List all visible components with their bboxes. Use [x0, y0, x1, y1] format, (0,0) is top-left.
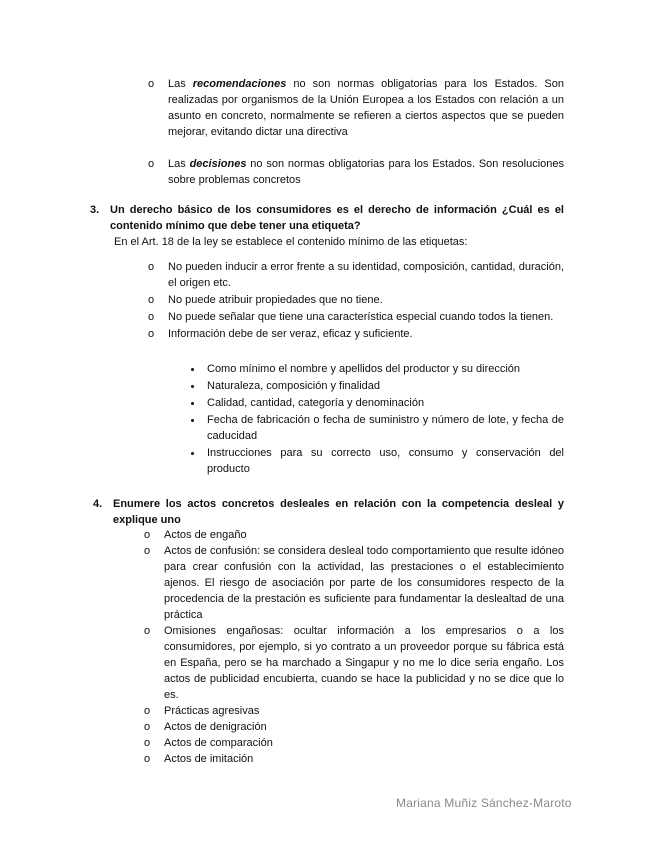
circle-bullet-icon: o — [144, 625, 151, 637]
item-text-post: no son normas obligatorias para los Estados. Son resoluciones sobre problemas concretos — [168, 158, 565, 186]
list-item — [148, 156, 565, 188]
circle-bullet-icon: o — [144, 753, 151, 765]
item-text: Actos de denigración — [164, 721, 267, 733]
list-item — [144, 543, 564, 623]
footer-author: Mariana Muñiz Sánchez-Maroto — [396, 796, 572, 810]
circle-bullet-icon: o — [148, 328, 155, 340]
item-text: Naturaleza, composición y finalidad — [207, 380, 381, 392]
item-text: Actos de confusión: se considera desleal todo comportamiento que resulte idóneo para crear confusión con la actividad, las prestaciones o el establecimiento ajenos. El riesgo de asociación por parte de los consumidores respecto de la procedencia de la prestación es suficiente para fundamentar la deslealtad de una práctica — [164, 545, 564, 621]
sub-list-item — [207, 361, 564, 377]
circle-bullet-icon: o — [144, 705, 151, 717]
item-text-post: no son normas obligatorias para los Estados. Son realizadas por organismos de la Unión Europea a los Estados con relación a un asunto en concreto, normalmente se refieren a ciertos aspectos que se pueden mejorar, evitando dictar una directiva — [168, 78, 564, 138]
square-bullet-icon — [191, 402, 194, 405]
circle-bullet-icon: o — [148, 261, 155, 273]
square-bullet-icon — [191, 419, 194, 422]
question-3 — [90, 202, 564, 234]
list-item — [148, 259, 564, 291]
list-item — [144, 735, 564, 751]
item-text: Actos de engaño — [164, 529, 247, 541]
circle-bullet-icon: o — [144, 737, 151, 749]
question-text: Enumere los actos concretos desleales en relación con la competencia desleal y explique uno — [113, 498, 564, 526]
list-item — [144, 719, 564, 735]
question-4 — [93, 496, 564, 528]
unfair-acts-list — [144, 527, 564, 767]
item-text: Actos de comparación — [164, 737, 273, 749]
label-subitems-list — [207, 361, 564, 477]
list-item — [144, 751, 564, 767]
intro-text: En el Art. 18 de la ley se establece el contenido mínimo de las etiquetas: — [114, 236, 468, 248]
item-text: Como mínimo el nombre y apellidos del productor y su dirección — [207, 363, 521, 375]
list-item — [144, 703, 564, 719]
list-item — [148, 76, 564, 140]
question-text: Un derecho básico de los consumidores es el derecho de información ¿Cuál es el contenido mínimo que debe tener una etiqueta? — [110, 204, 564, 232]
item-text: Prácticas agresivas — [164, 705, 260, 717]
square-bullet-icon — [191, 452, 194, 455]
question-number: 4. — [93, 498, 103, 510]
item-text: Actos de imitación — [164, 753, 254, 765]
circle-bullet-icon: o — [148, 78, 155, 90]
sub-list-item — [207, 412, 564, 444]
item-emphasis: recomendaciones — [192, 78, 287, 90]
question-heading — [90, 202, 564, 234]
sub-list-item — [207, 378, 564, 394]
circle-bullet-icon: o — [148, 158, 155, 170]
circle-bullet-icon: o — [148, 311, 155, 323]
sub-list-item — [207, 395, 564, 411]
item-emphasis: decisiones — [189, 158, 247, 170]
item-text: Calidad, cantidad, categoría y denominación — [207, 397, 425, 409]
list-item — [148, 309, 564, 325]
item-text-pre: Las — [168, 78, 193, 90]
label-content-list — [148, 259, 564, 342]
square-bullet-icon — [191, 368, 194, 371]
sub-list-item — [207, 445, 564, 477]
circle-bullet-icon: o — [144, 545, 151, 557]
item-text: No pueden inducir a error frente a su identidad, composición, cantidad, duración, el origen etc. — [168, 261, 564, 289]
question-number: 3. — [90, 204, 100, 216]
item-text: Instrucciones para su correcto uso, consumo y conservación del producto — [207, 447, 564, 475]
list-item — [148, 326, 564, 342]
item-text: Omisiones engañosas: ocultar información a los empresarios o a los consumidores, por ejemplo, si yo contrato a un proveedor porque su fábrica está en España, pero se ha marchado a Singapur y no me lo dice seria engaño. Los actos de publicidad encubierta, cuando se hace la publicidad y no se dice que lo es. — [164, 625, 564, 701]
circle-bullet-icon: o — [148, 294, 155, 306]
item-text: Información debe de ser veraz, eficaz y suficiente. — [168, 328, 413, 340]
item-text: Fecha de fabricación o fecha de suministro y número de lote, y fecha de caducidad — [207, 414, 564, 442]
list-item — [148, 292, 564, 308]
eu-norms-list — [148, 76, 565, 188]
question-3-intro — [114, 234, 564, 250]
item-text: No puede atribuir propiedades que no tiene. — [168, 294, 383, 306]
question-heading — [93, 496, 564, 528]
list-item — [144, 623, 564, 703]
item-text: No puede señalar que tiene una característica especial cuando todos la tienen. — [168, 311, 554, 323]
list-item — [144, 527, 564, 543]
circle-bullet-icon: o — [144, 721, 151, 733]
item-text-pre: Las — [168, 158, 190, 170]
circle-bullet-icon: o — [144, 529, 151, 541]
square-bullet-icon — [191, 385, 194, 388]
